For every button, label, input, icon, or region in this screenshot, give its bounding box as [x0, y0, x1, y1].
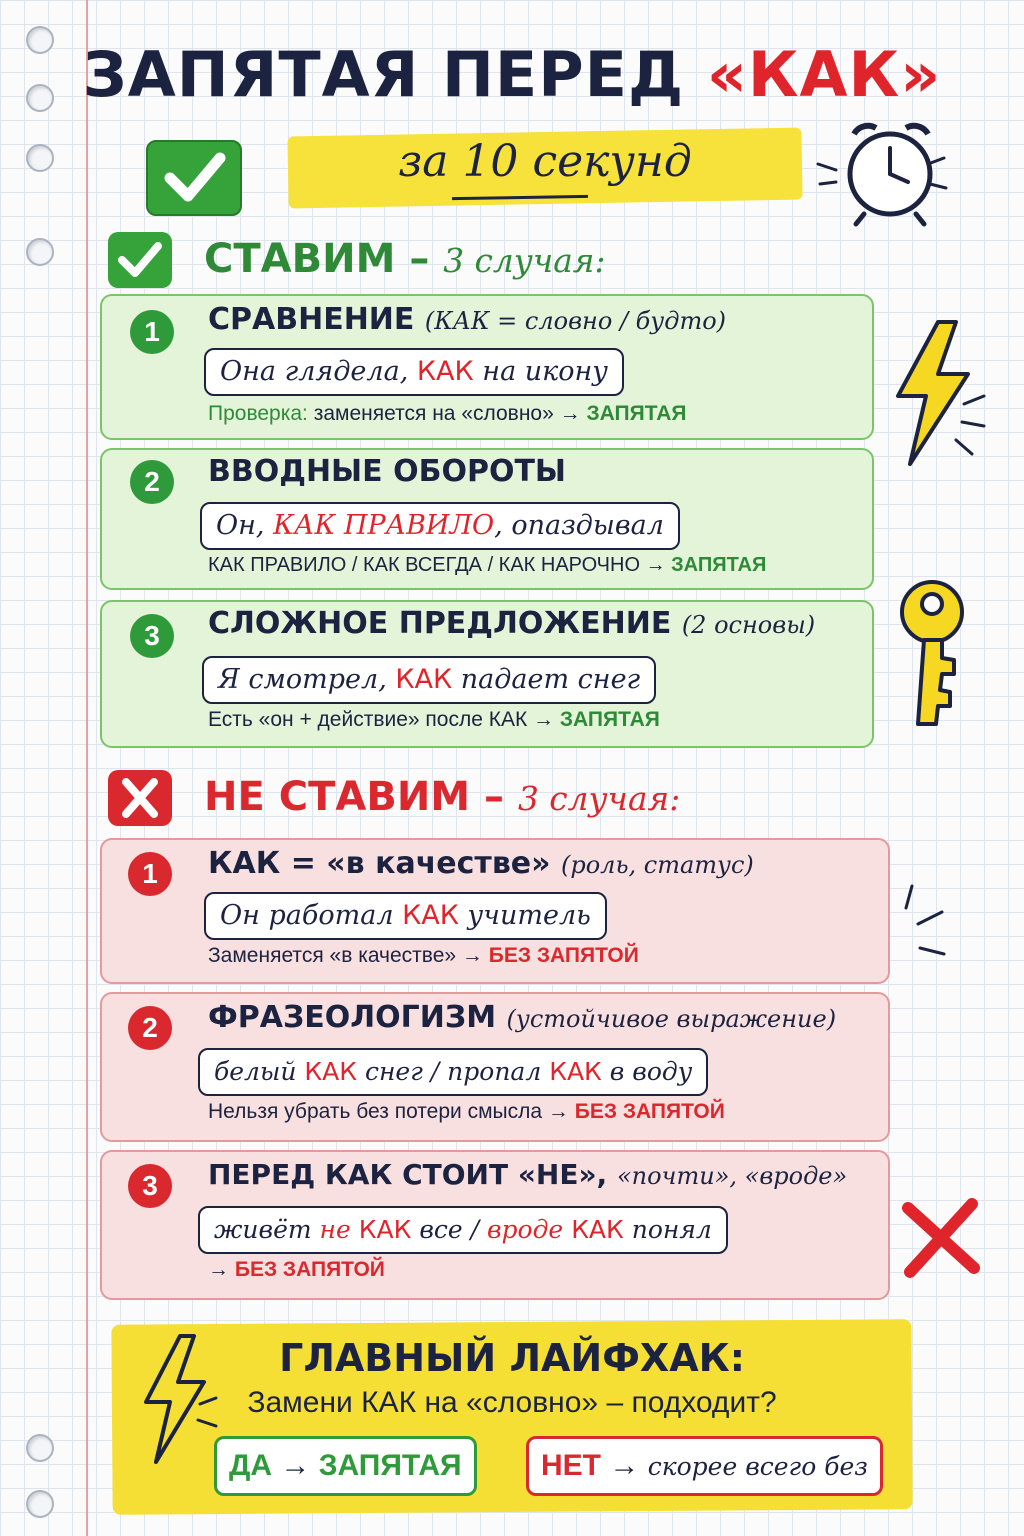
example-sentence: Она глядела, КАК на икону [204, 348, 624, 396]
subtitle: за 10 секунд [398, 136, 692, 187]
no-result-box: НЕТ → скорее всего без [526, 1436, 883, 1496]
case-heading: ФРАЗЕОЛОГИЗМ (устойчивое выражение) [208, 1000, 837, 1035]
rule-text: Проверка: заменяется на «словно» → ЗАПЯТАЯ [208, 402, 687, 425]
binder-hole [26, 238, 54, 266]
key-icon [882, 574, 982, 734]
rule-text: Есть «он + действие» после КАК → ЗАПЯТАЯ [208, 708, 660, 731]
title-highlight: «КАК» [706, 38, 942, 111]
no-section-title: НЕ СТАВИМ – 3 случая: [204, 774, 681, 820]
binder-hole [26, 144, 54, 172]
red-cross-icon [898, 1194, 984, 1280]
example-sentence: живёт не КАК все / вроде КАК понял [198, 1206, 728, 1254]
alarm-clock-icon [810, 112, 950, 232]
cross-icon [108, 770, 172, 826]
case-heading: ВВОДНЫЕ ОБОРОТЫ [208, 454, 566, 489]
example-sentence: Он работал КАК учитель [204, 892, 607, 940]
page-title: ЗАПЯТАЯ ПЕРЕД «КАК» [82, 38, 942, 111]
case-number: 1 [130, 310, 174, 354]
lifehack-title: ГЛАВНЫЙ ЛАЙФХАК: [279, 1336, 745, 1380]
rule-text: Заменяется «в качестве» → БЕЗ ЗАПЯТОЙ [208, 944, 639, 967]
case-number: 1 [128, 852, 172, 896]
case-heading: СРАВНЕНИЕ (КАК = словно / будто) [208, 302, 727, 337]
rule-text: КАК ПРАВИЛО / КАК ВСЕГДА / КАК НАРОЧНО → ЗАПЯТАЯ [208, 554, 767, 576]
example-sentence: белый КАК снег / пропал КАК в воду [198, 1048, 708, 1096]
binder-hole [26, 1490, 54, 1518]
case-heading: КАК = «в качестве» (роль, статус) [208, 846, 754, 881]
binder-hole [26, 1434, 54, 1462]
example-sentence: Я смотрел, КАК падает снег [202, 656, 656, 704]
notebook-margin-line [86, 0, 88, 1536]
check-icon [146, 140, 242, 216]
case-number: 3 [128, 1164, 172, 1208]
lifehack-question: Замени КАК на «словно» – подходит? [247, 1386, 777, 1419]
case-number: 2 [128, 1006, 172, 1050]
lightning-icon [880, 318, 990, 468]
example-sentence: Он, КАК ПРАВИЛО, опаздывал [200, 502, 680, 550]
case-heading: ПЕРЕД КАК СТОИТ «НЕ», «почти», «вроде» [208, 1158, 848, 1191]
case-number: 2 [130, 460, 174, 504]
yes-result-box: ДА → ЗАПЯТАЯ [214, 1436, 477, 1496]
rule-text: Нельзя убрать без потери смысла → БЕЗ ЗАПЯТОЙ [208, 1100, 725, 1123]
check-icon [108, 232, 172, 288]
case-number: 3 [130, 614, 174, 658]
put-section-title: СТАВИМ – 3 случая: [204, 236, 606, 282]
rule-text: → БЕЗ ЗАПЯТОЙ [208, 1258, 385, 1281]
case-heading: СЛОЖНОЕ ПРЕДЛОЖЕНИЕ (2 основы) [208, 606, 816, 641]
accent-marks-icon [898, 878, 958, 968]
